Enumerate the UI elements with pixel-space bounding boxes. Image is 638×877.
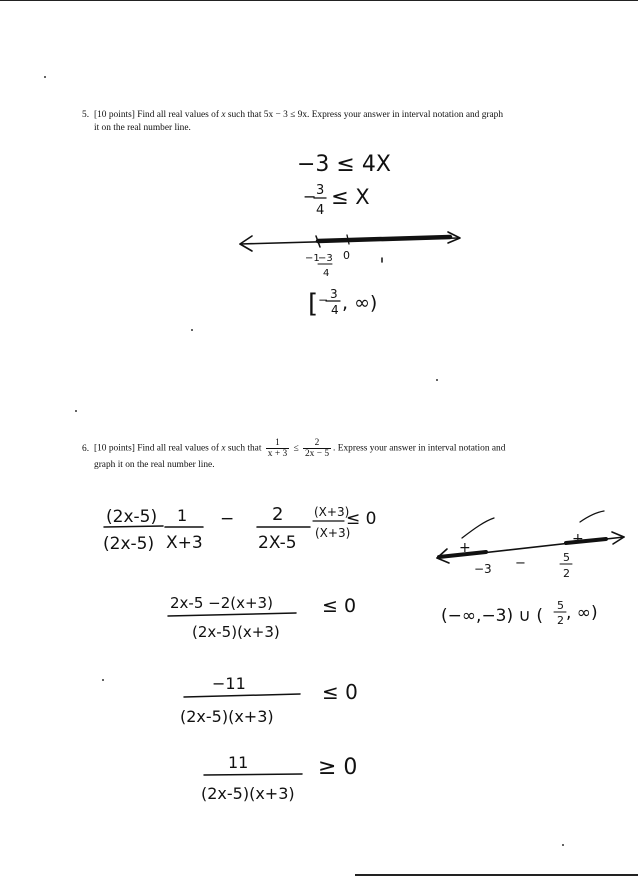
answer-bracket: [: [308, 289, 319, 319]
statement-text: Find all real values of: [137, 110, 219, 120]
statement-text: . Express your answer in interval notation and: [333, 443, 506, 454]
answer-end: , ∞): [566, 603, 598, 623]
work-frac-den: 4: [316, 203, 325, 218]
problem-number: 5.: [82, 110, 90, 120]
work-frac-num: 3: [316, 183, 325, 198]
shaded-ray: [318, 237, 450, 241]
sign-arc: [462, 518, 494, 538]
work-neg-sign: −: [303, 187, 317, 206]
statement-text: it on the real number line.: [94, 123, 191, 133]
statement-text: Find all real values of: [137, 443, 219, 454]
variable: x: [221, 443, 226, 454]
step-2: [168, 594, 356, 641]
number-line-5: [240, 232, 460, 279]
work-line-1: −3 ≤ 4X: [297, 152, 391, 177]
step-4: [201, 753, 357, 803]
statement-text: such that 5x − 3 ≤ 9x. Express your answer in interval notation and graph: [227, 110, 504, 120]
sign-plus: +: [572, 531, 584, 547]
step1-factor-den: (2x-5): [103, 534, 155, 554]
problem-5-work: [240, 152, 460, 319]
step3-rel: ≤ 0: [322, 680, 358, 704]
problem-number: 6.: [82, 443, 90, 454]
number-line-6: [437, 511, 624, 580]
step2-den: (2x-5)(x+3): [192, 623, 280, 641]
step3-den: (2x-5)(x+3): [180, 707, 274, 726]
axis-label: −3: [318, 253, 333, 264]
fraction-denominator: 2x − 5: [304, 449, 330, 459]
answer-frac-den: 2: [557, 614, 564, 627]
step1-rhs-den: 2X-5: [258, 533, 297, 553]
step1-rhs-factor: (X+3): [314, 505, 350, 519]
step4-rel: ≥ 0: [318, 755, 358, 780]
sign-arc: [580, 511, 604, 522]
statement-text: graph it on the real number line.: [94, 460, 215, 470]
statement-text: such that: [227, 443, 262, 454]
step2-rel: ≤ 0: [322, 595, 357, 617]
answer-rest: , ∞): [342, 292, 378, 314]
axis-label: −1: [305, 253, 320, 264]
step1-factor: (2x-5): [106, 507, 158, 527]
axis-label: 4: [323, 268, 330, 279]
step-3: [180, 674, 358, 726]
fraction-numerator: 1: [266, 438, 289, 449]
axis-frac-num: 5: [563, 551, 570, 564]
axis-label: 0: [343, 249, 350, 262]
sign-minus: −: [515, 556, 526, 571]
step1-num: 1: [177, 506, 188, 525]
sign-plus: +: [459, 540, 471, 556]
problem-points: [10 points]: [94, 443, 135, 454]
answer-frac-num: 5: [557, 599, 564, 612]
step3-num: −11: [212, 674, 246, 693]
answer-5: [308, 287, 377, 319]
problem-6-work: [103, 504, 624, 803]
step4-den: (2x-5)(x+3): [201, 784, 295, 803]
fraction-numerator: 2: [303, 438, 331, 449]
fraction-denominator: x + 3: [267, 449, 288, 459]
step1-rhs-factor-den: (X+3): [315, 526, 351, 540]
problem-points: [10 points]: [94, 110, 135, 120]
step1-rel: ≤ 0: [346, 509, 377, 529]
step4-num: 11: [228, 753, 249, 772]
answer-6: [441, 599, 598, 627]
step1-minus: −: [220, 509, 235, 529]
axis-label: −3: [474, 562, 492, 576]
work-line-2: ≤ X: [331, 185, 370, 209]
step-1: [103, 504, 376, 554]
step1-rhs-num: 2: [272, 504, 284, 525]
answer-neg: −: [318, 293, 329, 307]
relation: ≤: [293, 443, 299, 454]
step1-den: X+3: [166, 533, 203, 553]
variable: x: [221, 110, 226, 120]
answer-frac-num: 3: [330, 287, 338, 301]
answer-frac-den: 4: [331, 303, 339, 317]
answer-text: (−∞,−3) ∪ (: [441, 606, 544, 626]
axis-frac-den: 2: [563, 567, 570, 580]
step2-num: 2x-5 −2(x+3): [170, 594, 273, 612]
